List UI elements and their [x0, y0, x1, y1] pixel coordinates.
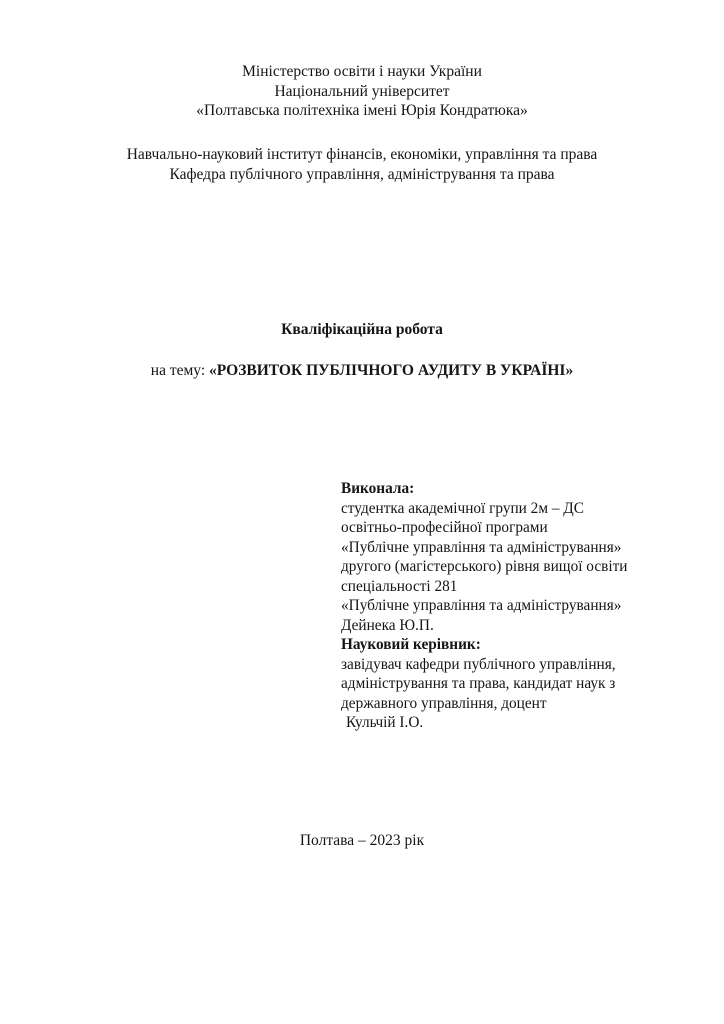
supervisor-label: Науковий керівник: [341, 636, 481, 653]
supervisor-position-line-1: завідувач кафедри публічного управління, [341, 655, 616, 673]
ministry-line: Міністерство освіти і науки України [242, 63, 482, 80]
institute-line: Навчально-науковий інститут фінансів, економіки, управління та права [126, 146, 598, 163]
city-year-footer: Полтава – 2023 рік [299, 832, 425, 849]
theme-prefix: на тему: [150, 362, 210, 379]
author-name: Дейнека Ю.П. [341, 616, 434, 634]
author-degree-level-line: другого (магістерського) рівня вищої освіти [341, 558, 628, 575]
author-specialty-name-line: «Публічне управління та адміністрування» [341, 597, 622, 614]
author-supervisor-block [341, 479, 701, 733]
supervisor-position-line-3: державного управління, доцент [341, 694, 547, 712]
author-program-line: освітньо-професійної програми [341, 519, 548, 536]
performed-by-label: Виконала: [341, 480, 415, 497]
faculty-header [0, 145, 724, 184]
institution-header [0, 62, 724, 121]
supervisor-position-line-2: адміністрування та права, кандидат наук з [341, 675, 616, 692]
supervisor-name: Кульчій І.О. [346, 714, 424, 731]
university-name-line: «Полтавська політехніка імені Юрія Кондратюка» [196, 102, 528, 120]
author-group-line: студентка академічної групи 2м – ДС [341, 499, 584, 517]
department-line: Кафедра публічного управління, адміністрування та права [169, 165, 555, 183]
work-type-heading: Кваліфікаційна робота [281, 321, 443, 338]
author-specialty-line: спеціальності 281 [341, 577, 458, 595]
work-theme-line [0, 361, 724, 381]
author-program-name-line: «Публічне управління та адміністрування» [341, 538, 622, 556]
university-type-line: Національний університет [274, 82, 450, 100]
theme-title: «РОЗВИТОК ПУБЛІЧНОГО АУДИТУ В УКРАЇНІ» [209, 362, 574, 379]
